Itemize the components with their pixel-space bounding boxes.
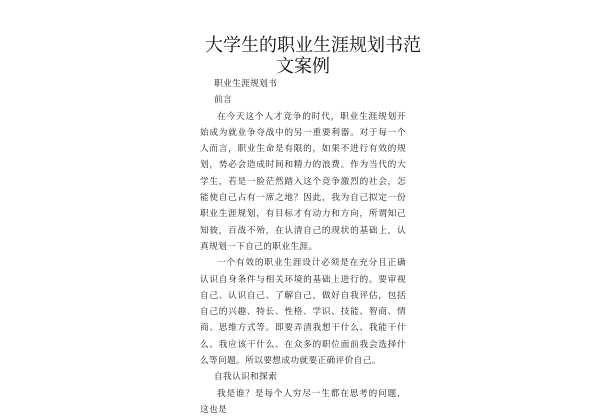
section-heading-book: 职业生涯规划书 <box>214 79 278 89</box>
paragraph-3: 我是谁？是每个人穷尽一生都在思考的问题，这也是 <box>200 388 406 415</box>
title-line-2: 文案例 <box>276 56 330 77</box>
document-body <box>200 76 406 418</box>
section-heading-preface: 前言 <box>214 95 233 106</box>
paragraph-1: 在今天这个人才竞争的时代，职业生涯规划开始成为就业争夺战中的另一重要利器。对于每一个人而言，职业生命是有限的，如果不进行有效的规划，势必会造成时间和精力的浪费。作为当代的大学生，若是一脸茫然踏入这个竞争激烈的社会，怎能使自己占有一席之地？因此，我为自己拟定一份职业生涯规划，有目标才有动力和方向，所谓知己知彼，百战不殆，在认清自己的现状的基础上，认真规划一下自己的职业生涯。 <box>200 111 406 252</box>
section-heading-self: 自我认识和探索 <box>214 372 278 383</box>
title-line-1: 大学生的职业生涯规划书范 <box>205 35 421 56</box>
paragraph-2: 一个有效的职业生涯设计必须是在充分且正确认识自身条件与相关环境的基础上进行的。要审视自己、认识自己、了解自己，做好自我评估，包括自己的兴趣、特长、性格、学识、技能、智商、情商、思维方式等。即要弄清我想干什么、我能干什么、我应该干什么、在众多的职位面前我会选择什么等问题。所以要想成功就要正确评价自己。 <box>200 258 406 367</box>
document-title <box>0 35 600 77</box>
